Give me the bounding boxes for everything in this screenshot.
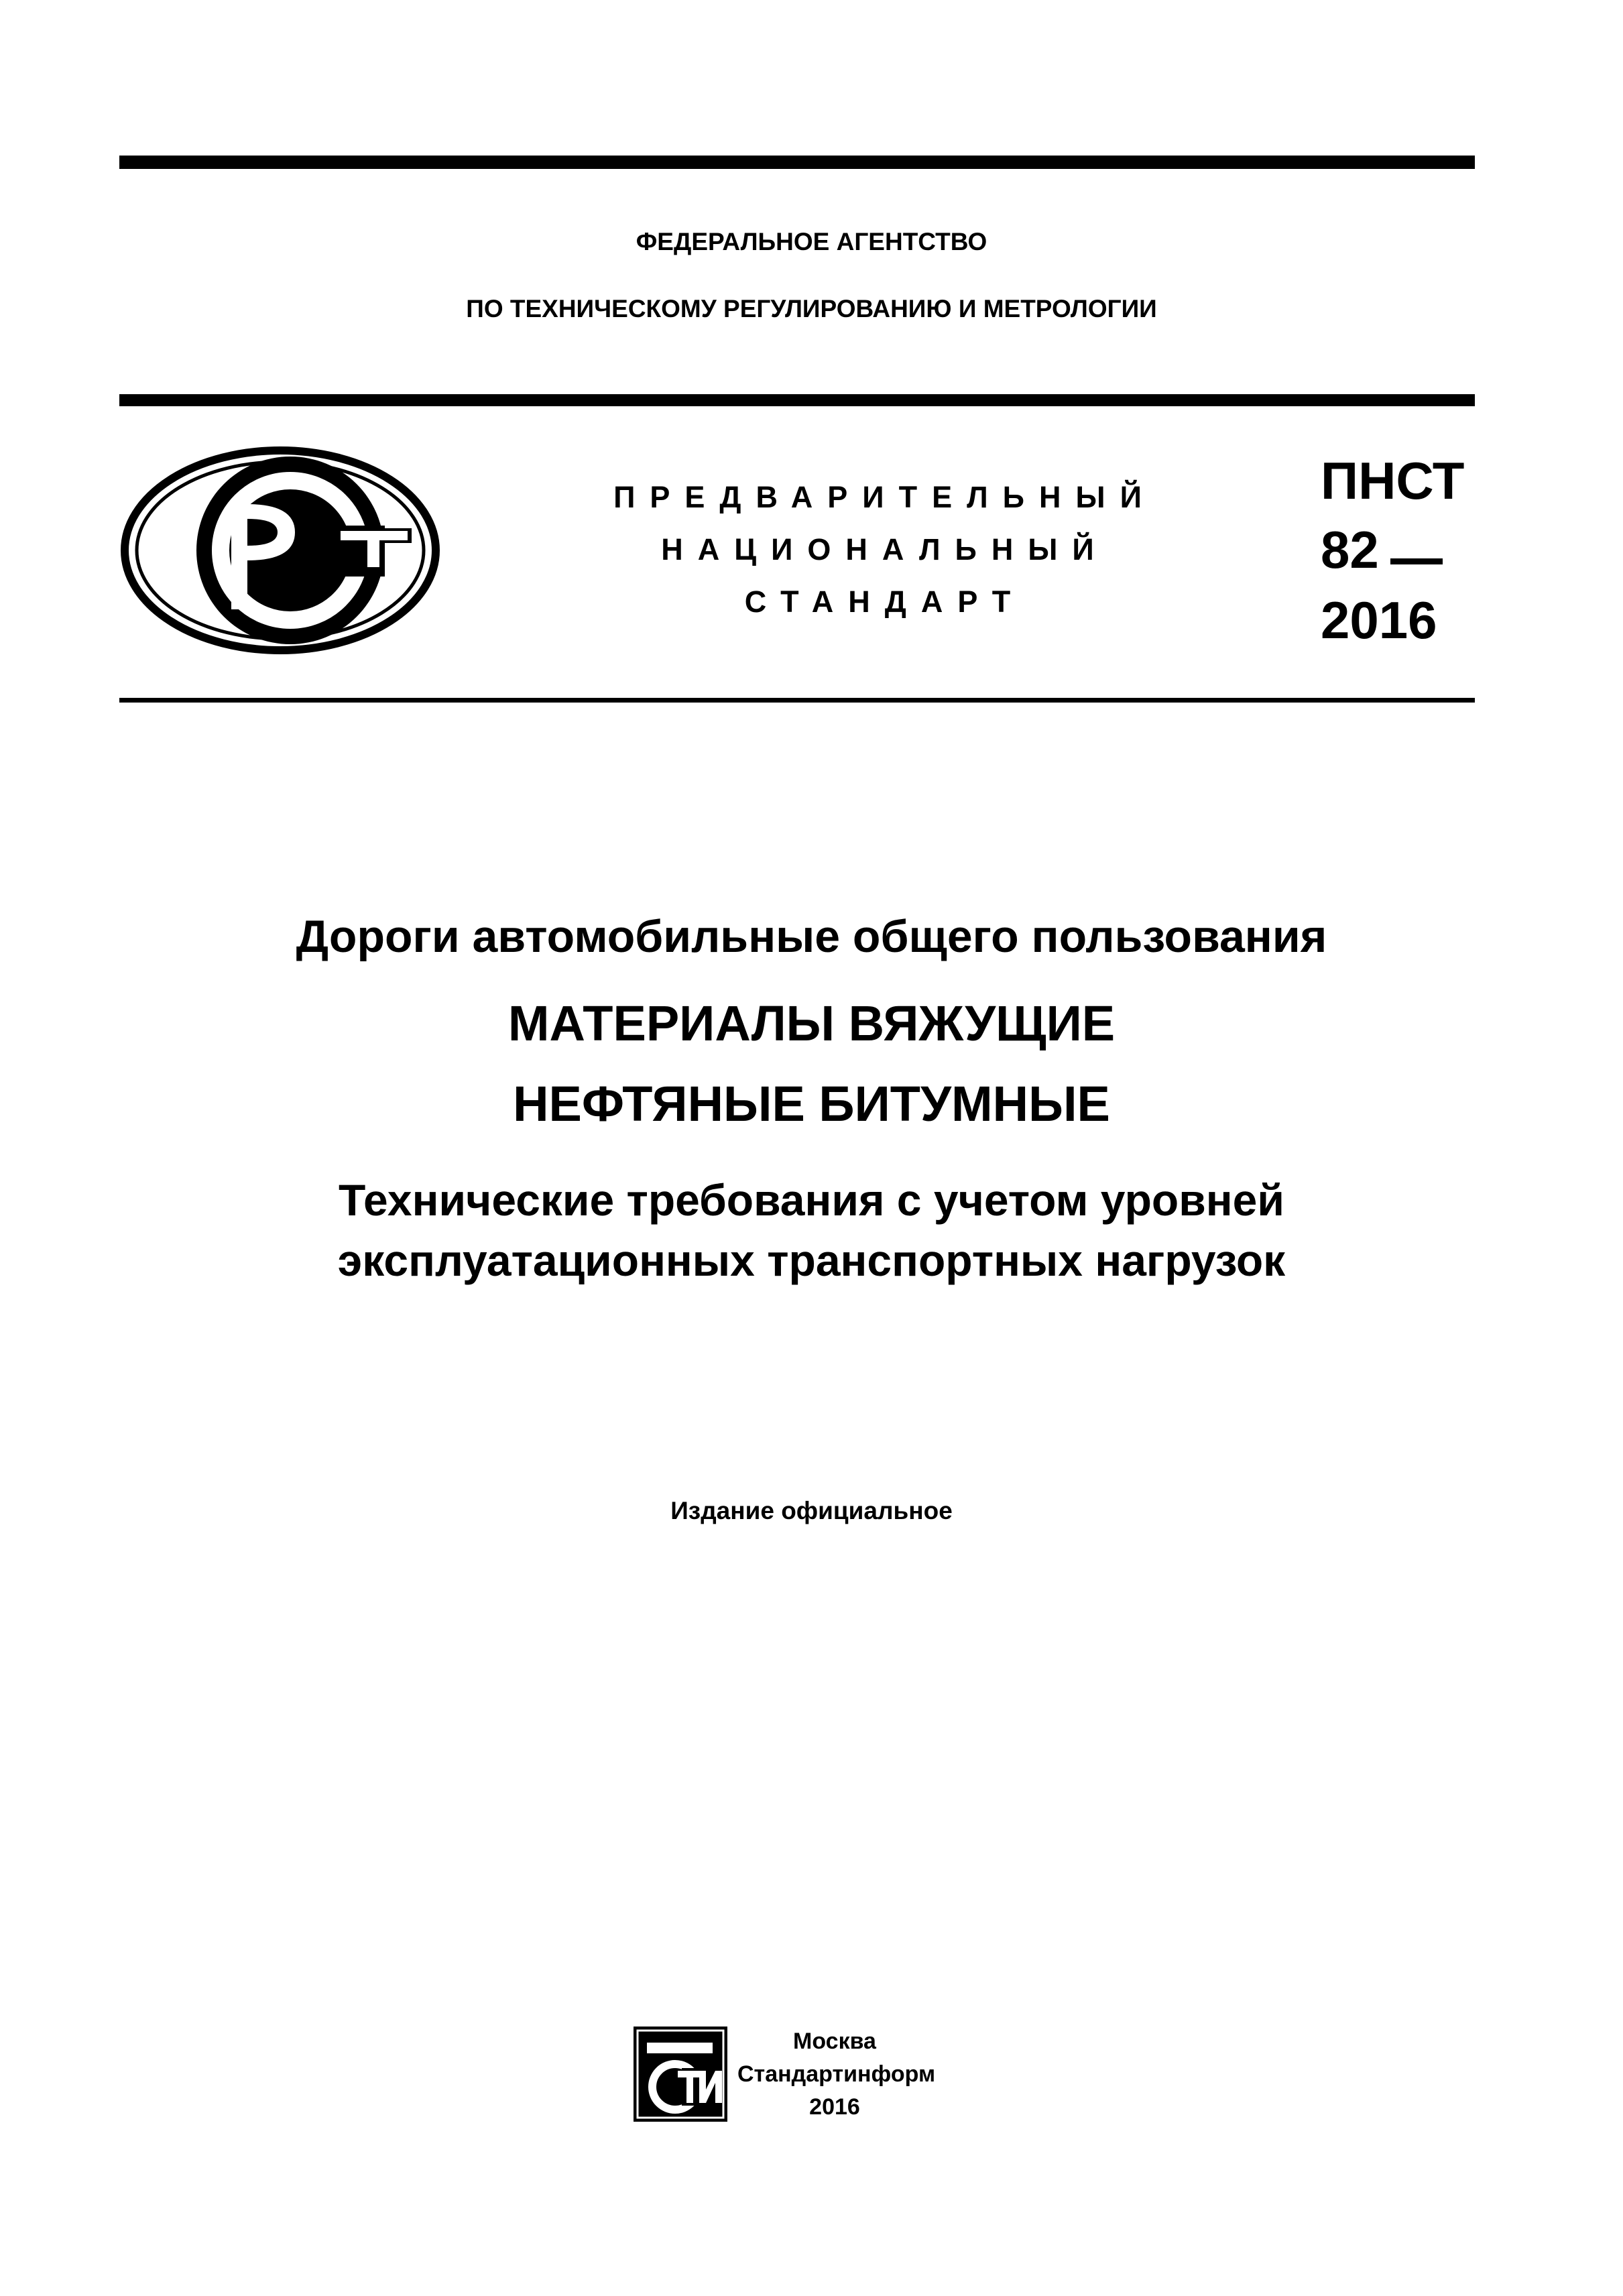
document-title-line-2: НЕФТЯНЫЕ БИТУМНЫЕ: [513, 1076, 1110, 1132]
edition-label: Издание официальное: [670, 1497, 953, 1524]
standard-number: 82: [1321, 520, 1379, 579]
standard-type-line-3: СТАНДАРТ: [744, 585, 1026, 619]
agency-line-2: ПО ТЕХНИЧЕСКОМУ РЕГУЛИРОВАНИЮ И МЕТРОЛОГИИ: [466, 295, 1157, 322]
document-title-line-1: МАТЕРИАЛЫ ВЯЖУЩИЕ: [507, 995, 1116, 1051]
publisher-city: Москва: [793, 2029, 876, 2054]
document-scope-line-2: эксплуатационных транспортных нагрузок: [337, 1235, 1286, 1285]
document-scope-line-1: Технические требования с учетом уровней: [339, 1175, 1284, 1225]
standard-number-dash: [1390, 558, 1443, 564]
standard-type-line-2: НАЦИОНАЛЬНЫЙ: [661, 532, 1109, 566]
publisher-name: Стандартинформ: [737, 2061, 936, 2087]
standard-prefix: ПНСТ: [1321, 451, 1465, 510]
standard-type-line-1: ПРЕДВАРИТЕЛЬНЫЙ: [613, 480, 1156, 514]
middle-rule: [119, 394, 1475, 406]
standartinform-logo-icon: [634, 2027, 727, 2122]
bottom-rule: [119, 698, 1475, 703]
document-subject: Дороги автомобильные общего пользования: [296, 911, 1327, 962]
publisher-year: 2016: [809, 2094, 860, 2120]
standard-year: 2016: [1321, 591, 1437, 650]
rst-conformity-mark-icon: [119, 445, 441, 656]
top-rule: [119, 156, 1475, 169]
agency-line-1: ФЕДЕРАЛЬНОЕ АГЕНТСТВО: [636, 228, 987, 255]
